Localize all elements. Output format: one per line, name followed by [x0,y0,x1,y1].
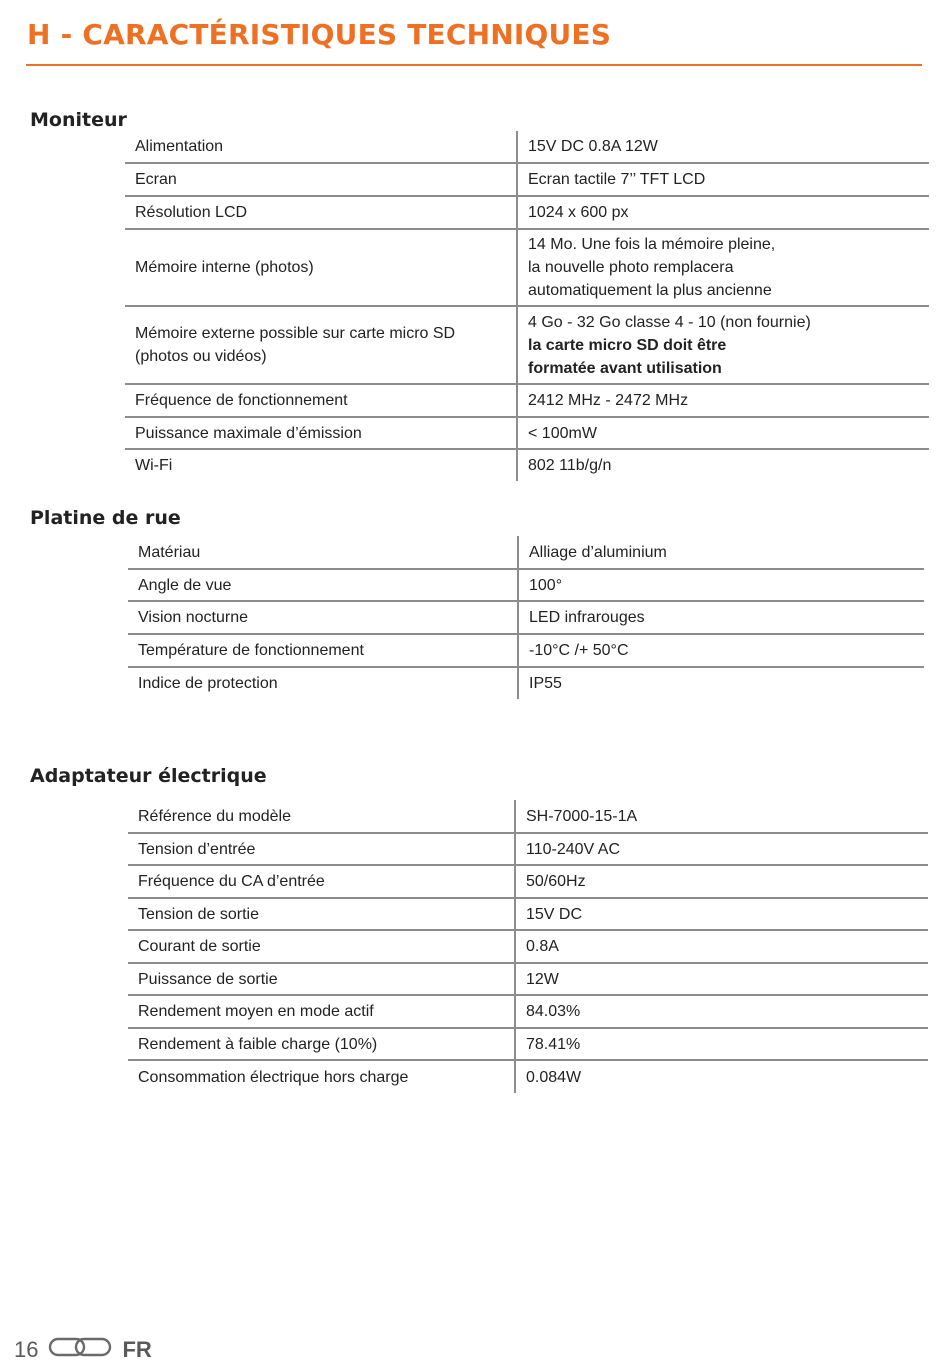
spec-value: 100° [518,569,924,601]
section-title-moniteur: Moniteur [30,109,127,131]
spec-label: Puissance maximale d’émission [125,417,517,449]
table-row [125,229,929,306]
spec-table-platine [128,536,924,699]
table-row [128,995,928,1028]
spec-label: Indice de protection [128,667,518,699]
section-title-platine: Platine de rue [30,507,181,529]
spec-label: Alimentation [125,131,517,163]
spec-value-line: automatiquement la plus ancienne [528,282,772,299]
table-row [128,800,928,833]
spec-label: Matériau [128,536,518,569]
spec-label: Température de fonctionnement [128,634,518,667]
table-row [128,601,924,634]
table-row [128,1060,928,1093]
spec-value: 78.41% [515,1028,928,1060]
table-row [128,634,924,667]
table-row [128,667,924,699]
spec-label: Tension d’entrée [128,833,515,865]
table-row [128,898,928,930]
spec-label: Mémoire interne (photos) [125,229,517,306]
spec-value: 802 11b/g/n [528,457,612,474]
spec-label: Référence du modèle [128,800,515,833]
spec-value: < 100mW [517,417,929,449]
table-row [128,833,928,865]
spec-label-line: Mémoire externe possible sur carte micro SD [135,325,456,342]
spec-label: Ecran [125,163,517,196]
table-row [128,569,924,601]
spec-value: 110-240V AC [515,833,928,865]
spec-value-line: la nouvelle photo remplacera [528,259,734,276]
spec-value: Ecran tactile 7’’ TFT LCD [517,163,929,196]
spec-value: -10°C /+ 50°C [518,634,924,667]
spec-value: 12W [515,963,928,995]
spec-label: Tension de sortie [128,898,515,930]
spec-value: 15V DC [515,898,928,930]
spec-value: 15V DC 0.8A 12W [517,131,929,163]
spec-value: 2412 MHz - 2472 MHz [517,384,929,417]
page-number: 16 [14,1337,39,1362]
table-row [125,196,929,229]
spec-table-moniteur [125,131,929,481]
spec-table-adaptateur [128,800,928,1093]
spec-value: 50/60Hz [515,865,928,898]
table-row [128,536,924,569]
spec-value [517,306,929,384]
spec-label: Fréquence de fonctionnement [125,384,517,417]
table-row [128,963,928,995]
spec-label: Courant de sortie [128,930,515,963]
spec-label-line: (photos ou vidéos) [135,348,267,365]
spec-label: Angle de vue [128,569,518,601]
chain-link-logo-icon [48,1335,112,1365]
spec-label: Fréquence du CA d’entrée [128,865,515,898]
spec-label: Consommation électrique hors charge [128,1060,515,1093]
title-divider [26,64,922,66]
spec-value-line: 4 Go - 32 Go classe 4 - 10 (non fournie) [528,313,811,331]
spec-value: IP55 [529,675,562,692]
spec-value [517,229,929,306]
spec-label: Résolution LCD [125,196,517,229]
table-row [125,131,929,163]
spec-label [125,306,517,384]
spec-value-warning: la carte micro SD doit être [528,336,727,354]
spec-value: 0.084W [526,1068,582,1086]
table-row [125,417,929,449]
table-row [125,163,929,196]
spec-label: Wi-Fi [125,449,517,481]
table-row [128,930,928,963]
spec-value-warning: formatée avant utilisation [528,359,722,377]
spec-label: Rendement à faible charge (10%) [128,1028,515,1060]
spec-value: 1024 x 600 px [517,196,929,229]
table-row [128,865,928,898]
table-row [125,449,929,481]
page-title: H - CARACTÉRISTIQUES TECHNIQUES [27,18,612,51]
spec-value-line: 14 Mo. Une fois la mémoire pleine, [528,236,776,253]
language-code: FR [122,1337,152,1362]
spec-value: 0.8A [515,930,928,963]
table-row [125,384,929,417]
table-row [125,306,929,384]
spec-label: Puissance de sortie [128,963,515,995]
section-title-adaptateur: Adaptateur électrique [30,765,267,787]
spec-value: Alliage d’aluminium [518,536,924,569]
spec-label: Rendement moyen en mode actif [128,995,515,1028]
spec-value: LED infrarouges [518,601,924,634]
table-row [128,1028,928,1060]
spec-label: Vision nocturne [128,601,518,634]
spec-value: SH-7000-15-1A [515,800,928,833]
spec-value: 84.03% [515,995,928,1028]
page-footer [14,1334,152,1366]
